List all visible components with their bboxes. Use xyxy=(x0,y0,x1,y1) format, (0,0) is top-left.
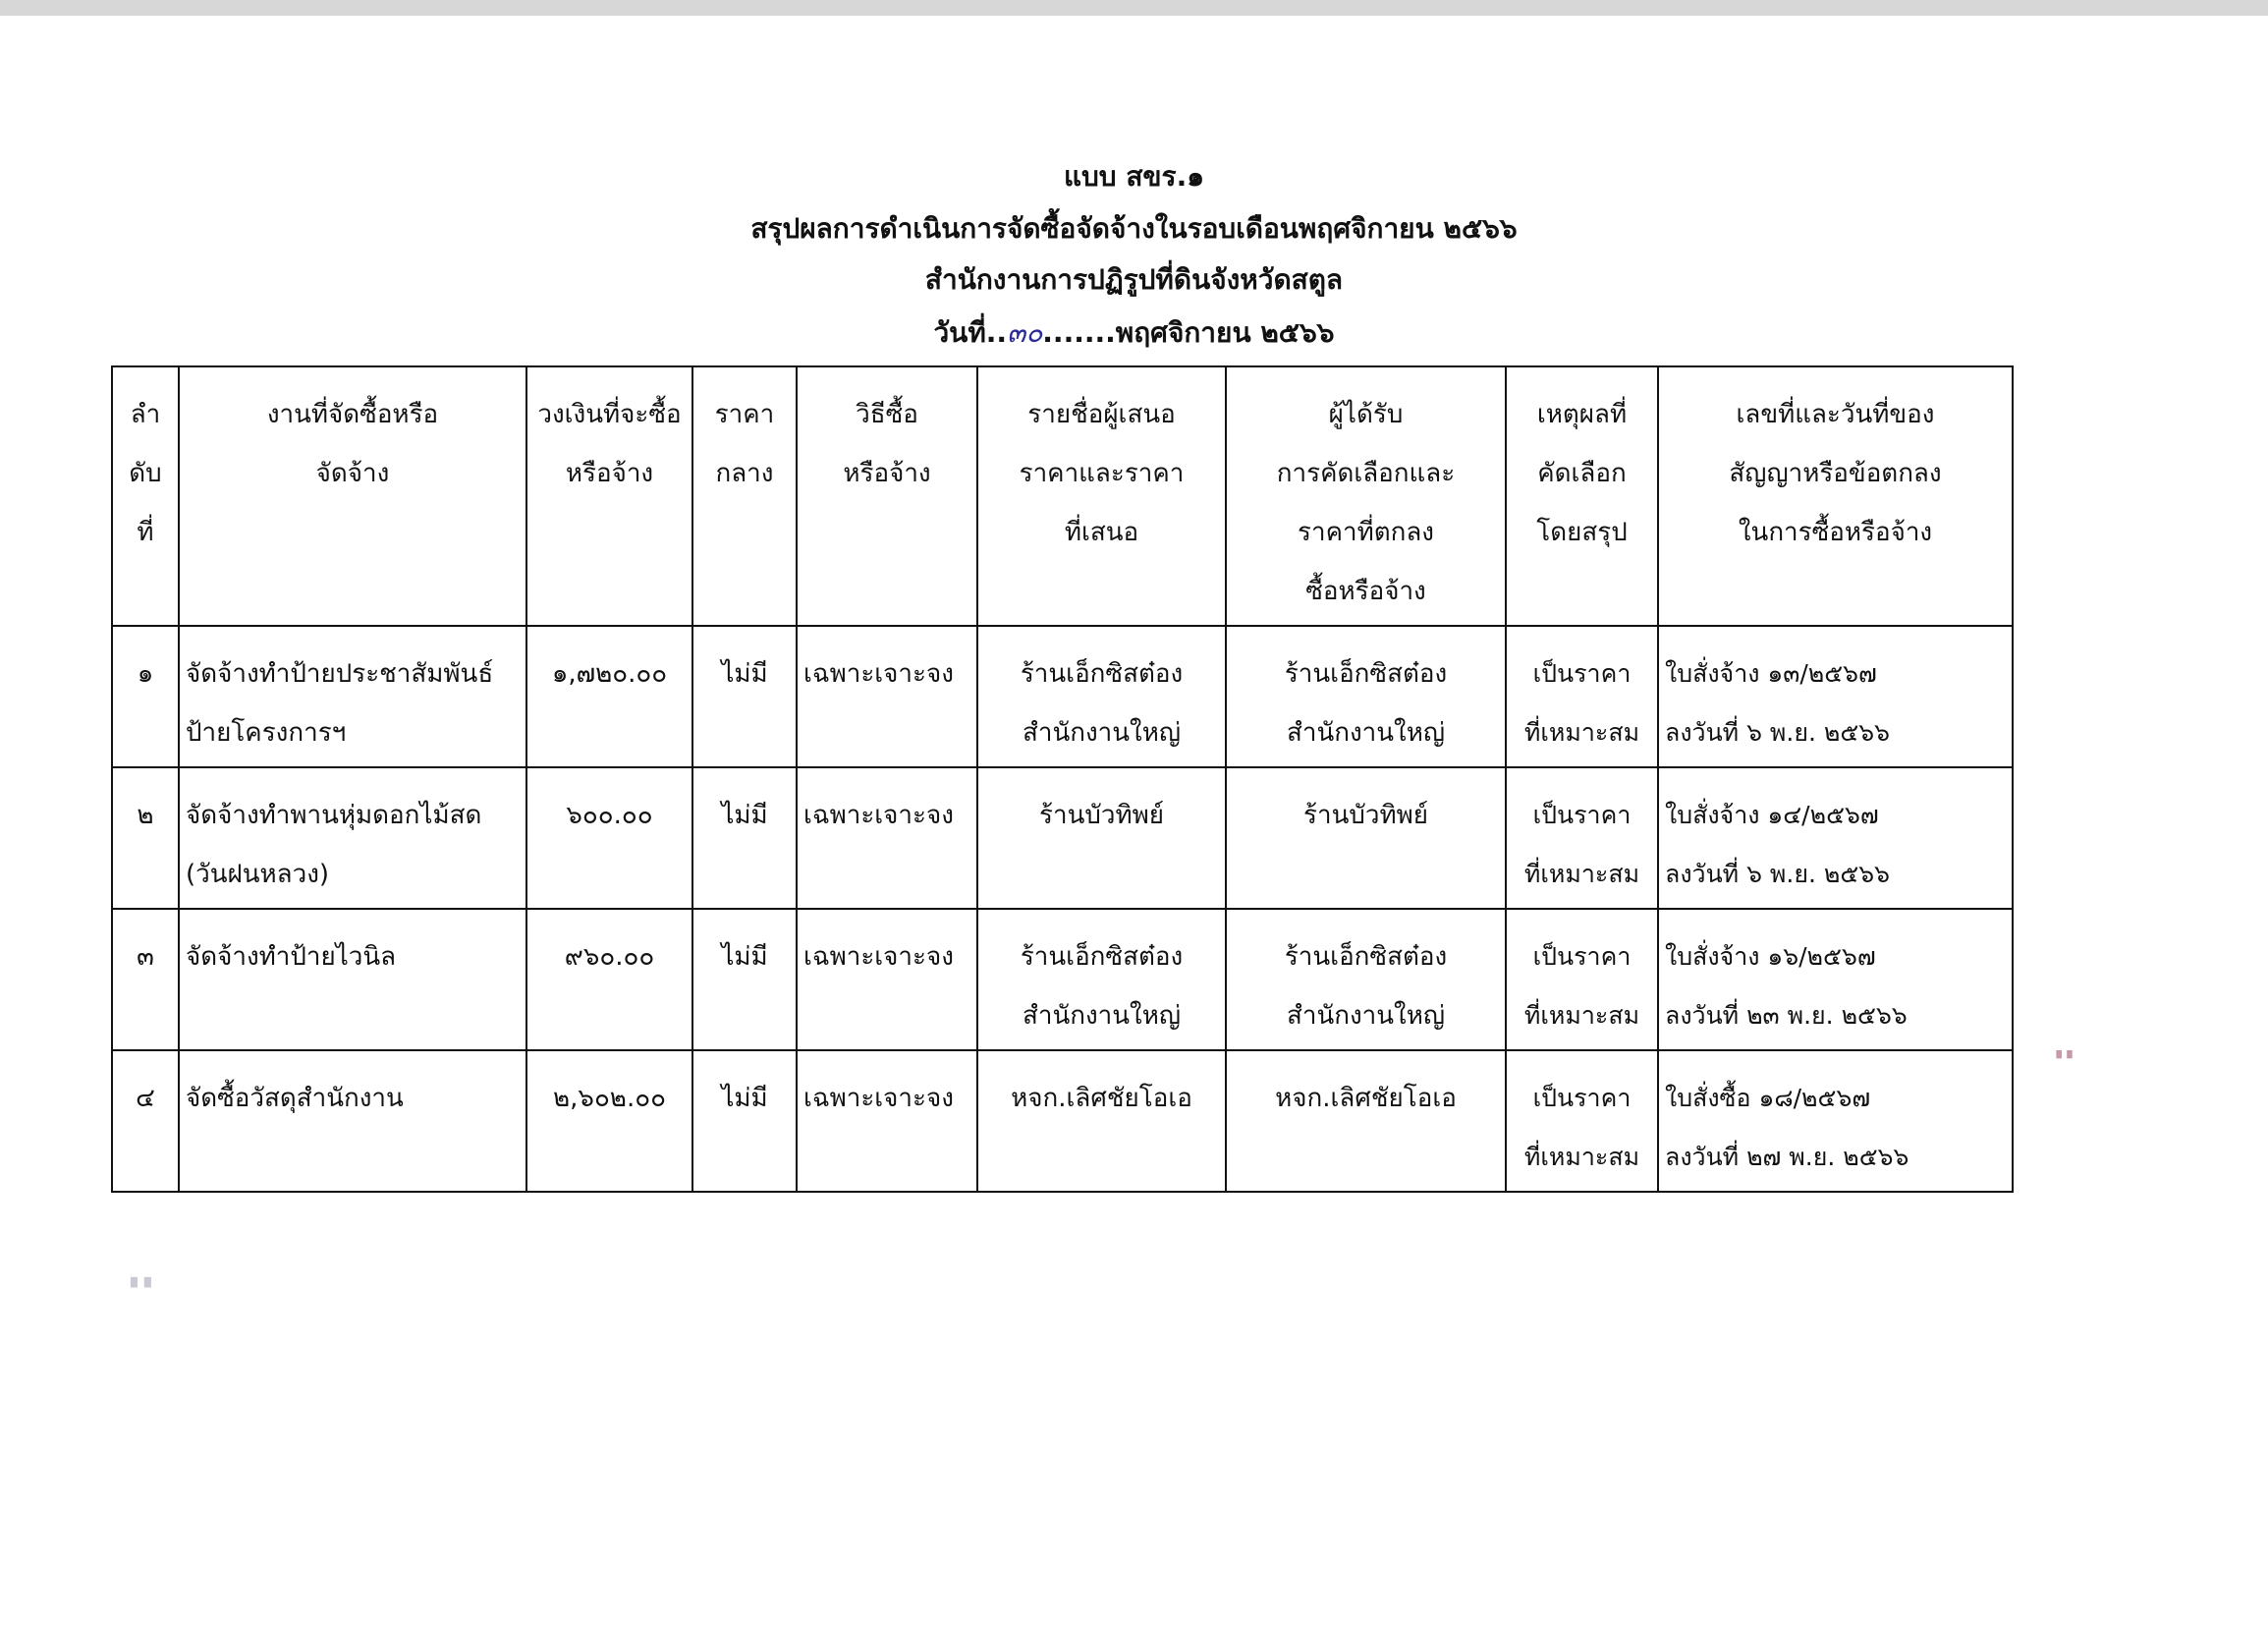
cell-budget: ๙๖๐.๐๐ xyxy=(526,909,692,1050)
cell-bidders: ร้านเอ็กซิสต๋อง สำนักงานใหญ่ xyxy=(977,909,1226,1050)
date-day-handwritten: ๓๐ xyxy=(1007,316,1043,349)
cell-bidders: ร้านเอ็กซิสต๋อง สำนักงานใหญ่ xyxy=(977,626,1226,767)
cell-task: จัดจ้างทำพานหุ่มดอกไม้สด (วันฝนหลวง) xyxy=(179,767,526,909)
header-budget: วงเงินที่จะซื้อ หรือจ้าง xyxy=(526,366,692,626)
date-suffix: พฤศจิกายน ๒๕๖๖ xyxy=(1115,316,1335,349)
table-row xyxy=(112,626,2013,767)
form-name: แบบ สขร.๑ xyxy=(1063,160,1205,193)
cell-median-price: ไม่มี xyxy=(692,1050,797,1192)
cell-reason: เป็นราคา ที่เหมาะสม xyxy=(1506,909,1658,1050)
header-reason: เหตุผลที่ คัดเลือก โดยสรุป xyxy=(1506,366,1658,626)
cell-task: จัดจ้างทำป้ายไวนิล xyxy=(179,909,526,1050)
header-bidders: รายชื่อผู้เสนอ ราคาและราคา ที่เสนอ xyxy=(977,366,1226,626)
header-task: งานที่จัดซื้อหรือ จัดจ้าง xyxy=(179,366,526,626)
scan-speck: ▗▗ xyxy=(124,1267,151,1288)
cell-no: ๑ xyxy=(112,626,179,767)
document-title: สรุปผลการดำเนินการจัดซื้อจัดจ้างในรอบเดือนพฤศจิกายน ๒๕๖๖ xyxy=(750,212,1518,245)
cell-contract: ใบสั่งจ้าง ๑๔/๒๕๖๗ ลงวันที่ ๖ พ.ย. ๒๕๖๖ xyxy=(1658,767,2013,909)
cell-contract: ใบสั่งจ้าง ๑๓/๒๕๖๗ ลงวันที่ ๖ พ.ย. ๒๕๖๖ xyxy=(1658,626,2013,767)
cell-reason: เป็นราคา ที่เหมาะสม xyxy=(1506,626,1658,767)
date-dots-right: ....... xyxy=(1042,316,1116,349)
cell-median-price: ไม่มี xyxy=(692,767,797,909)
header-contract: เลขที่และวันที่ของ สัญญาหรือข้อตกลง ในการซื้อหรือจ้าง xyxy=(1658,366,2013,626)
cell-contract: ใบสั่งซื้อ ๑๘/๒๕๖๗ ลงวันที่ ๒๗ พ.ย. ๒๕๖๖ xyxy=(1658,1050,2013,1192)
cell-method: เฉพาะเจาะจง xyxy=(797,626,977,767)
header-method: วิธีซื้อ หรือจ้าง xyxy=(797,366,977,626)
table-row xyxy=(112,767,2013,909)
cell-reason: เป็นราคา ที่เหมาะสม xyxy=(1506,1050,1658,1192)
header-winner: ผู้ได้รับ การคัดเลือกและ ราคาที่ตกลง ซื้อหรือจ้าง xyxy=(1226,366,1506,626)
cell-winner: ร้านเอ็กซิสต๋อง สำนักงานใหญ่ xyxy=(1226,626,1506,767)
cell-task: จัดจ้างทำป้ายประชาสัมพันธ์ ป้ายโครงการฯ xyxy=(179,626,526,767)
document-date-line xyxy=(0,313,2268,353)
cell-contract: ใบสั่งจ้าง ๑๖/๒๕๖๗ ลงวันที่ ๒๓ พ.ย. ๒๕๖๖ xyxy=(1658,909,2013,1050)
table-header-row xyxy=(112,366,2013,626)
cell-bidders: หจก.เลิศชัยโอเอ xyxy=(977,1050,1226,1192)
cell-median-price: ไม่มี xyxy=(692,626,797,767)
cell-budget: ๒,๖๐๒.๐๐ xyxy=(526,1050,692,1192)
cell-budget: ๖๐๐.๐๐ xyxy=(526,767,692,909)
date-dots-left: .. xyxy=(985,316,1008,349)
cell-winner: ร้านเอ็กซิสต๋อง สำนักงานใหญ่ xyxy=(1226,909,1506,1050)
table-row xyxy=(112,909,2013,1050)
cell-no: ๔ xyxy=(112,1050,179,1192)
header-no: ลำ ดับ ที่ xyxy=(112,366,179,626)
procurement-summary-table xyxy=(111,365,2014,1193)
cell-no: ๒ xyxy=(112,767,179,909)
cell-winner: หจก.เลิศชัยโอเอ xyxy=(1226,1050,1506,1192)
office-name: สำนักงานการปฏิรูปที่ดินจังหวัดสตูล xyxy=(924,263,1344,296)
scan-top-edge xyxy=(0,0,2268,16)
cell-task: จัดซื้อวัสดุสำนักงาน xyxy=(179,1050,526,1192)
cell-reason: เป็นราคา ที่เหมาะสม xyxy=(1506,767,1658,909)
scan-speck: ▝▝ xyxy=(2051,1051,2073,1067)
cell-bidders: ร้านบัวทิพย์ xyxy=(977,767,1226,909)
date-prefix: วันที่ xyxy=(933,316,986,349)
cell-no: ๓ xyxy=(112,909,179,1050)
cell-method: เฉพาะเจาะจง xyxy=(797,767,977,909)
cell-method: เฉพาะเจาะจง xyxy=(797,1050,977,1192)
cell-budget: ๑,๗๒๐.๐๐ xyxy=(526,626,692,767)
cell-winner: ร้านบัวทิพย์ xyxy=(1226,767,1506,909)
cell-median-price: ไม่มี xyxy=(692,909,797,1050)
table-row xyxy=(112,1050,2013,1192)
header-median-price: ราคา กลาง xyxy=(692,366,797,626)
cell-method: เฉพาะเจาะจง xyxy=(797,909,977,1050)
